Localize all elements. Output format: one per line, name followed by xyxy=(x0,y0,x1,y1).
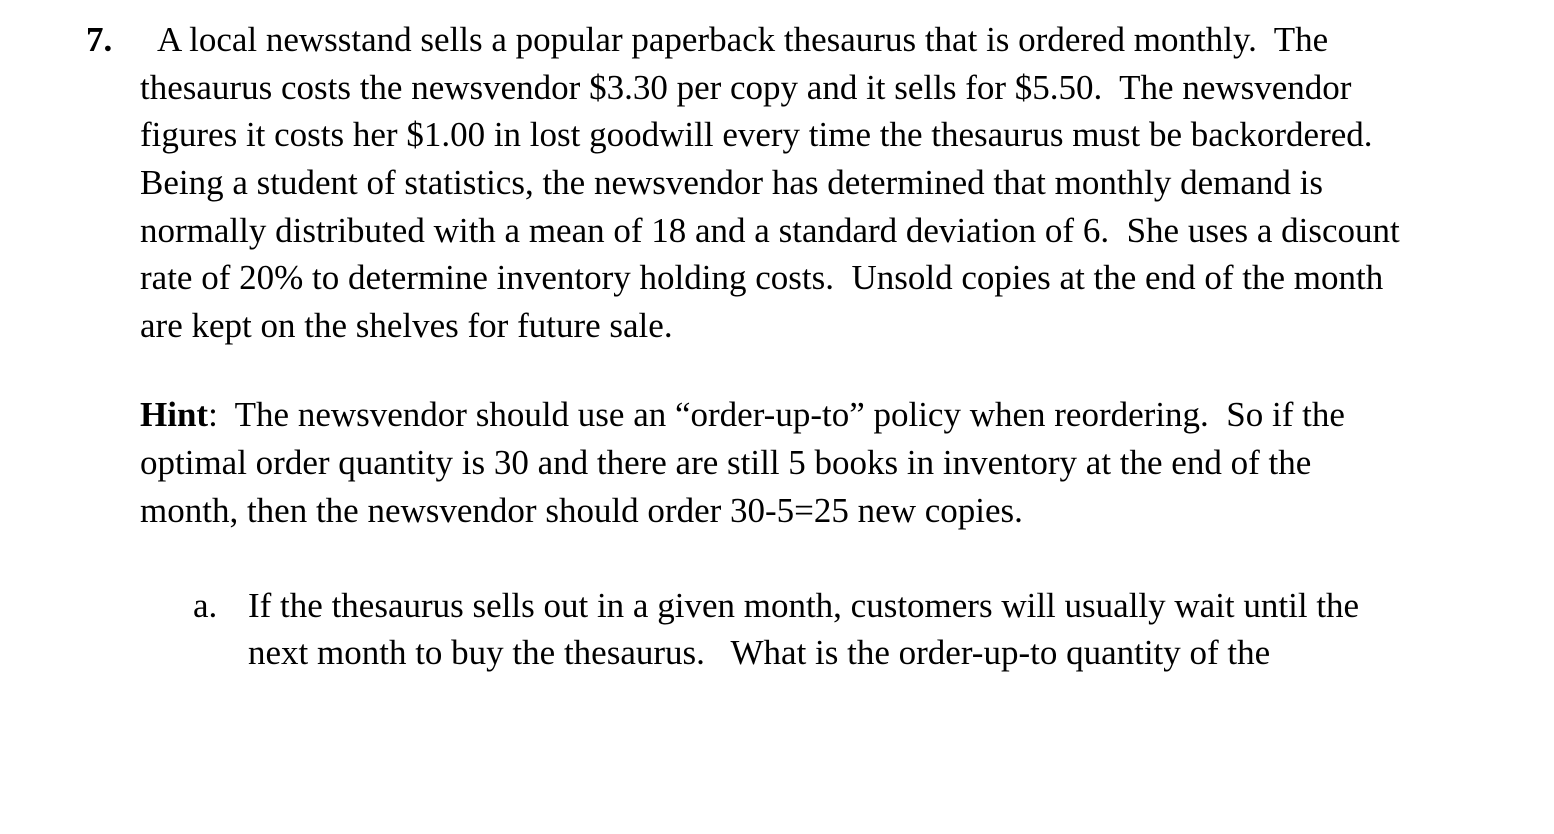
question-text-line: are kept on the shelves for future sale. xyxy=(140,306,673,345)
question-text-line: Being a student of statistics, the newsvendor has determined that monthly demand is xyxy=(140,163,1323,202)
hint-label: Hint xyxy=(140,395,209,434)
subquestion-text-line: next month to buy the thesaurus. What is the order-up-to quantity of the xyxy=(248,633,1271,672)
hint-paragraph-line xyxy=(140,391,1345,439)
subquestion-marker: a. xyxy=(193,586,218,625)
question-text-line: thesaurus costs the newsvendor $3.30 per copy and it sells for $5.50. The newsvendor xyxy=(140,68,1352,107)
question-text-line: normally distributed with a mean of 18 and a standard deviation of 6. She uses a discount xyxy=(140,211,1400,250)
hint-text-line: month, then the newsvendor should order 30-5=25 new copies. xyxy=(140,491,1023,530)
question-text-line: A local newsstand sells a popular paperback thesaurus that is ordered monthly. The xyxy=(157,20,1329,59)
question-number: 7. xyxy=(86,20,113,59)
subquestion-text-line: If the thesaurus sells out in a given month, customers will usually wait until the xyxy=(248,586,1360,625)
question-text-line: figures it costs her $1.00 in lost goodwill every time the thesaurus must be backordered. xyxy=(140,115,1373,154)
hint-text: : The newsvendor should use an “order-up-to” policy when reordering. So if the xyxy=(208,395,1345,434)
hint-text-line: optimal order quantity is 30 and there are still 5 books in inventory at the end of the xyxy=(140,443,1312,482)
question-text-line: rate of 20% to determine inventory holding costs. Unsold copies at the end of the month xyxy=(140,258,1384,297)
